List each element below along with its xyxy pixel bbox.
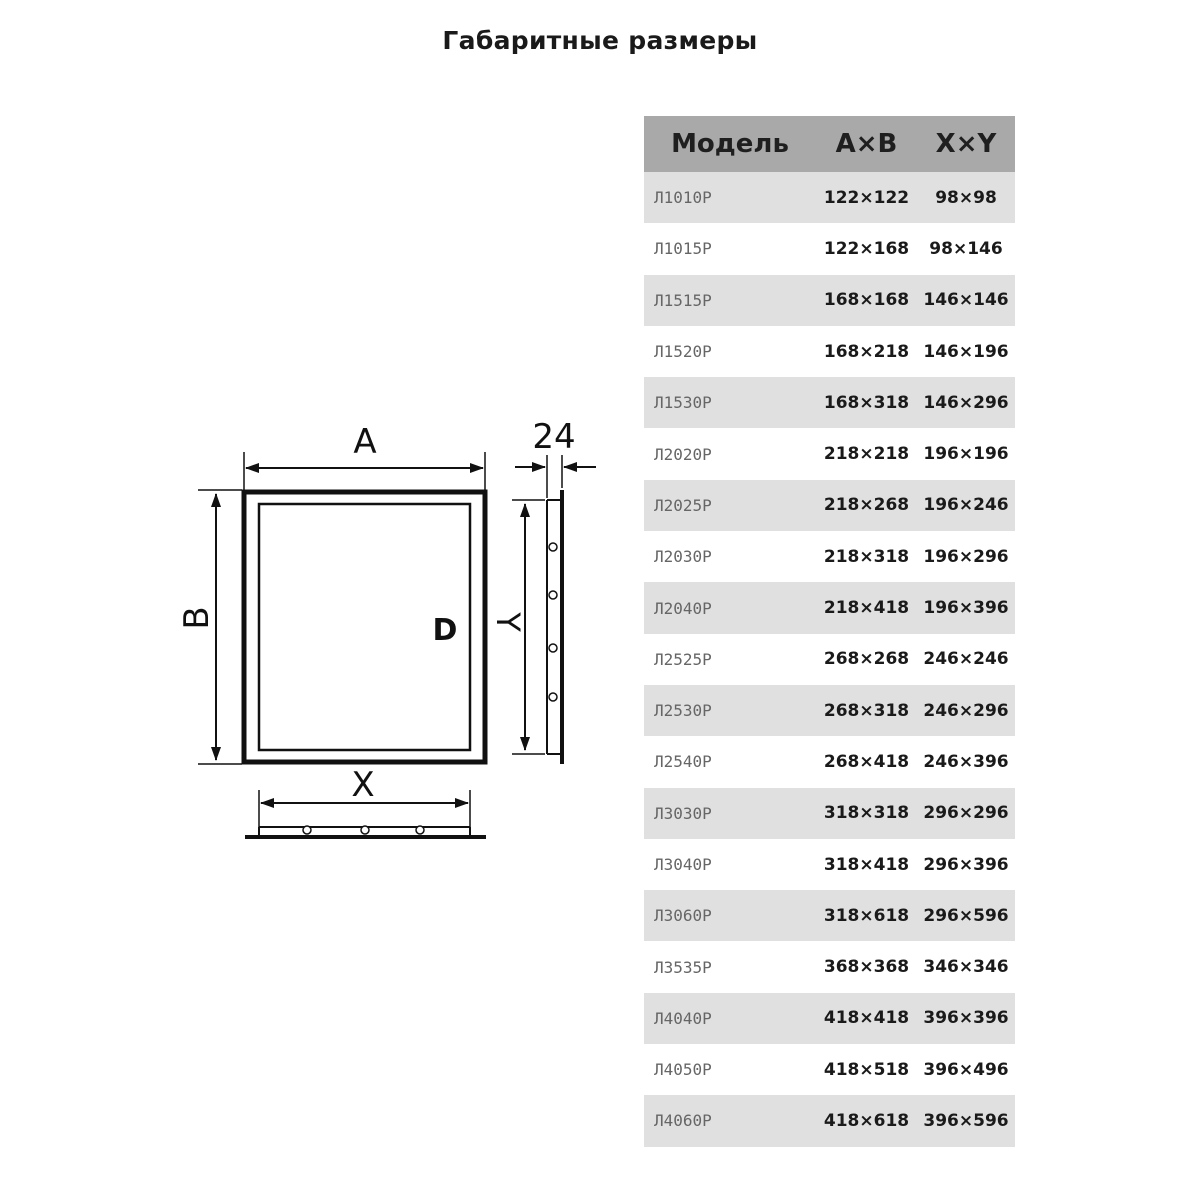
ab-cell: 168×218 — [823, 341, 910, 362]
xy-cell: 346×346 — [923, 957, 1009, 978]
xy-cell: 98×98 — [917, 172, 1015, 223]
xy-cell: 246×396 — [923, 751, 1009, 772]
ab-cell: 268×268 — [823, 649, 910, 670]
model-cell: Л2020Р — [654, 444, 712, 464]
xy-cell: 196×196 — [923, 444, 1009, 465]
dimension-x-label: X — [351, 765, 375, 805]
dimension-a-label: A — [353, 422, 377, 462]
xy-cell: 246×246 — [923, 649, 1009, 670]
table-row — [644, 941, 1015, 992]
table-row — [644, 275, 1015, 326]
ab-cell: 318×618 — [816, 890, 917, 941]
xy-cell: 296×596 — [917, 890, 1015, 941]
dimension-b-label: B — [177, 606, 217, 630]
table-row — [644, 326, 1015, 377]
table-row — [644, 788, 1015, 839]
table-row — [644, 582, 1015, 633]
xy-cell: 396×396 — [917, 993, 1015, 1044]
ab-cell: 168×318 — [816, 377, 917, 428]
model-cell: Л3040Р — [654, 855, 712, 874]
table-row — [644, 172, 1015, 223]
model-cell: Л3060Р — [644, 890, 816, 941]
xy-cell: 296×396 — [923, 854, 1009, 875]
ab-cell: 418×618 — [816, 1095, 917, 1146]
xy-cell: 296×296 — [917, 788, 1015, 839]
xy-cell: 246×296 — [917, 685, 1015, 736]
table-row — [644, 531, 1015, 582]
lock-label: D — [432, 613, 458, 648]
table-row — [644, 1044, 1015, 1095]
ab-cell: 218×418 — [816, 582, 917, 633]
model-cell: Л2530Р — [644, 685, 816, 736]
table-row — [644, 839, 1015, 890]
ab-cell: 418×518 — [823, 1059, 910, 1080]
model-cell: Л3030Р — [644, 788, 816, 839]
table-body — [644, 172, 1015, 1147]
model-cell: Л2525Р — [654, 649, 712, 669]
hatch-dimension-drawing — [0, 0, 640, 900]
dimension-a — [244, 422, 485, 490]
model-cell: Л4050Р — [654, 1060, 712, 1080]
xy-cell: 396×496 — [923, 1059, 1009, 1080]
ab-cell: 218×318 — [823, 546, 910, 567]
dimensions-table — [644, 116, 1015, 1147]
xy-cell: 146×296 — [917, 377, 1015, 428]
table-row — [644, 377, 1015, 428]
bottom-view — [245, 826, 486, 837]
table-row — [644, 428, 1015, 479]
ab-cell: 268×318 — [816, 685, 917, 736]
xy-cell: 196×246 — [917, 480, 1015, 531]
ab-cell: 368×368 — [823, 957, 910, 978]
header-xy: X×Y — [917, 116, 1015, 172]
xy-cell: 196×296 — [923, 546, 1009, 567]
ab-cell: 218×268 — [816, 480, 917, 531]
ab-cell: 122×168 — [823, 238, 910, 259]
dimension-b — [177, 490, 242, 764]
ab-cell: 168×168 — [816, 275, 917, 326]
table-row — [644, 223, 1015, 274]
table-row — [644, 480, 1015, 531]
table-row — [644, 634, 1015, 685]
xy-cell: 396×596 — [917, 1095, 1015, 1146]
model-cell: Л2025Р — [644, 480, 816, 531]
dimension-x — [259, 765, 470, 830]
table-row — [644, 1095, 1015, 1146]
header-model: Модель — [644, 116, 816, 172]
model-cell: Л1010Р — [644, 172, 816, 223]
xy-cell: 98×146 — [929, 238, 1003, 259]
model-cell: Л1015Р — [654, 239, 712, 259]
ab-cell: 318×418 — [823, 854, 910, 875]
dimension-depth — [515, 417, 596, 498]
table-row — [644, 685, 1015, 736]
ab-cell: 218×218 — [823, 444, 910, 465]
model-cell: Л2030Р — [654, 547, 712, 567]
model-cell: Л1515Р — [644, 275, 816, 326]
model-cell: Л2540Р — [654, 752, 712, 772]
front-view — [244, 492, 485, 762]
side-view — [547, 490, 562, 764]
model-cell: Л1520Р — [654, 342, 712, 362]
header-ab: A×B — [816, 116, 917, 172]
xy-cell: 146×146 — [917, 275, 1015, 326]
ab-cell: 318×318 — [816, 788, 917, 839]
model-cell: Л4060Р — [644, 1095, 816, 1146]
table-row — [644, 736, 1015, 787]
ab-cell: 268×418 — [823, 751, 910, 772]
model-cell: Л3535Р — [654, 957, 712, 977]
table-row — [644, 890, 1015, 941]
dimension-y-label: Y — [489, 612, 527, 632]
model-cell: Л4040Р — [644, 993, 816, 1044]
table-row — [644, 993, 1015, 1044]
xy-cell: 196×396 — [917, 582, 1015, 633]
page-title: Габаритные размеры — [442, 26, 758, 55]
dimension-y — [489, 500, 545, 754]
table-header-row — [644, 116, 1015, 172]
dimension-depth-label: 24 — [532, 417, 576, 457]
model-cell: Л1530Р — [644, 377, 816, 428]
model-cell: Л2040Р — [644, 582, 816, 633]
ab-cell: 418×418 — [816, 993, 917, 1044]
ab-cell: 122×122 — [816, 172, 917, 223]
xy-cell: 146×196 — [923, 341, 1009, 362]
